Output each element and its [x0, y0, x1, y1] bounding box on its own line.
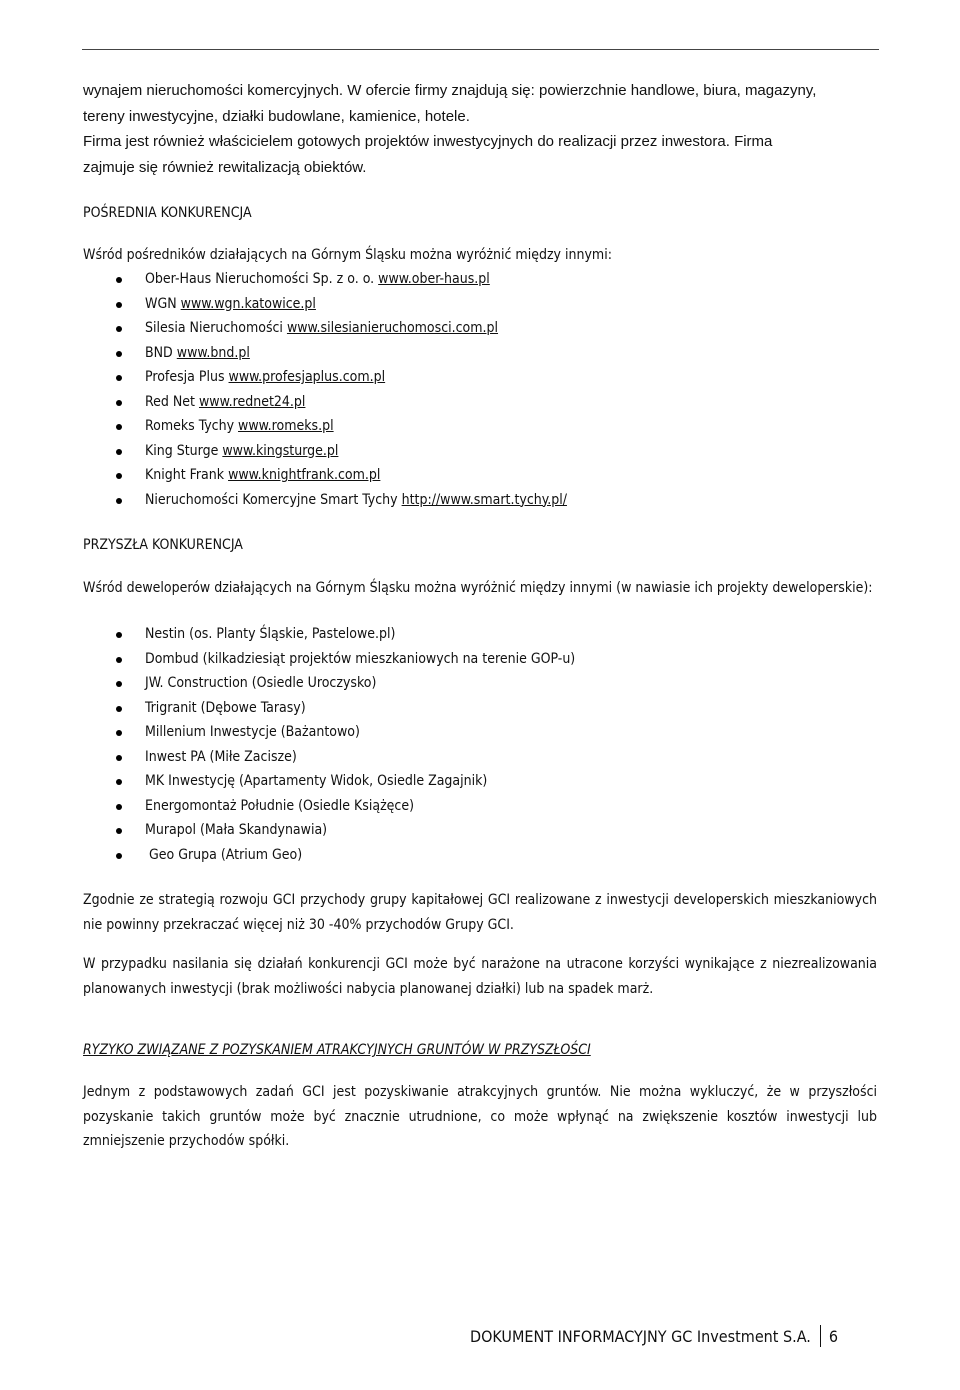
company-name: Ober-Haus Nieruchomości Sp. z o. o.: [145, 271, 375, 287]
developer-name: Murapol (Mała Skandynawia): [145, 822, 328, 838]
company-name: Knight Frank: [145, 467, 225, 483]
company-website-link[interactable]: http://www.smart.tychy.pl/: [401, 491, 567, 508]
competition-risk-paragraph: W przypadku nasilania się działań konkurencji GCI może być narażone na utracone korzyści wynikające z niezrealizowania planowanych inwestycji (brak możliwości nabycia planowanej działki) lub na spadek marż.: [83, 956, 877, 997]
company-name: Romeks Tychy: [145, 418, 235, 434]
intermediaries-list: [83, 267, 877, 512]
bullet-icon: [116, 498, 122, 504]
section-lead: Wśród deweloperów działających na Górnym Śląsku można wyróżnić między innymi (w nawiasie ich projekty deweloperskie):: [83, 580, 873, 596]
list-item: [83, 316, 877, 341]
intro-line: zajmuje się również rewitalizacją obiektów.: [83, 158, 367, 176]
developer-name: Dombud (kilkadziesiąt projektów mieszkaniowych na terenie GOP-u): [145, 650, 576, 667]
company-website-link[interactable]: www.bnd.pl: [176, 344, 250, 361]
intro-line: Firma jest również właścicielem gotowych projektów inwestycyjnych do realizacji przez inwestora. Firma: [83, 133, 773, 150]
list-item: [83, 647, 877, 672]
page-footer: [470, 1325, 838, 1349]
list-item: [83, 720, 877, 745]
company-website-link[interactable]: www.wgn.katowice.pl: [180, 295, 316, 312]
company-website-link[interactable]: www.rednet24.pl: [198, 393, 306, 410]
list-item: [83, 463, 877, 488]
list-item: [83, 439, 877, 464]
intro-line: tereny inwestycyjne, działki budowlane, kamienice, hotele.: [83, 107, 470, 125]
company-website-link[interactable]: www.kingsturge.pl: [222, 442, 339, 459]
company-name: King Sturge: [145, 442, 219, 459]
bullet-icon: [116, 326, 122, 332]
company-website-link[interactable]: www.knightfrank.com.pl: [228, 467, 381, 483]
company-name: BND: [145, 344, 173, 361]
intro-paragraph: [83, 78, 877, 180]
company-website-link[interactable]: www.profesjaplus.com.pl: [228, 369, 386, 385]
section-heading-intermediary-competition: POŚREDNIA KONKURENCJA: [83, 205, 252, 221]
company-website-link[interactable]: www.silesianieruchomosci.com.pl: [286, 320, 499, 336]
developer-name: MK Inwestycję (Apartamenty Widok, Osiedle Zagajnik): [145, 773, 488, 789]
footer-separator: [820, 1325, 821, 1347]
footer-title: DOKUMENT INFORMACYJNY GC Investment S.A.: [470, 1327, 811, 1346]
bullet-icon: [116, 302, 122, 308]
company-website-link[interactable]: www.ober-haus.pl: [378, 271, 490, 287]
company-name: Nieruchomości Komercyjne Smart Tychy: [145, 491, 398, 508]
company-website-link[interactable]: www.romeks.pl: [238, 418, 334, 434]
bullet-icon: [116, 706, 122, 712]
company-name: Red Net: [145, 393, 195, 410]
bullet-icon: [116, 632, 122, 638]
bullet-icon: [116, 351, 122, 357]
section-heading-future-competition: PRZYSZŁA KONKURENCJA: [83, 537, 243, 553]
developer-name: Millenium Inwestycje (Bażantowo): [145, 724, 360, 740]
list-item: [83, 341, 877, 366]
developer-name: Nestin (os. Planty Śląskie, Pastelowe.pl): [145, 626, 396, 642]
page-number: 6: [828, 1327, 839, 1346]
company-name: Silesia Nieruchomości: [145, 320, 283, 336]
bullet-icon: [116, 730, 122, 736]
list-item: [83, 696, 877, 721]
bullet-icon: [116, 400, 122, 406]
list-item: [83, 267, 877, 292]
bullet-icon: [116, 657, 122, 663]
bullet-icon: [116, 804, 122, 810]
company-name: WGN: [145, 295, 177, 312]
developers-list: [83, 622, 877, 867]
bullet-icon: [116, 755, 122, 761]
developer-name: Inwest PA (Miłe Zacisze): [145, 748, 297, 765]
bullet-icon: [116, 375, 122, 381]
developer-name: Geo Grupa (Atrium Geo): [145, 846, 303, 863]
developer-name: Energomontaż Południe (Osiedle Książęce): [145, 797, 415, 814]
bullet-icon: [116, 424, 122, 430]
bullet-icon: [116, 853, 122, 859]
list-item: [83, 671, 877, 696]
strategy-paragraph: Zgodnie ze strategią rozwoju GCI przychody grupy kapitałowej GCI realizowane z inwestycji developerskich mieszkaniowych nie powinny przekraczać więcej niż 30 -40% przychodów Grupy GCI.: [83, 892, 877, 933]
bullet-icon: [116, 277, 122, 283]
developer-name: JW. Construction (Osiedle Uroczysko): [145, 675, 377, 691]
section-lead: Wśród pośredników działających na Górnym Śląsku można wyróżnić między innymi:: [83, 247, 612, 263]
list-item: [83, 390, 877, 415]
list-item: [83, 794, 877, 819]
bullet-icon: [116, 779, 122, 785]
list-item: [83, 292, 877, 317]
list-item: [83, 843, 877, 868]
header-rule: [82, 49, 879, 50]
list-item: [83, 365, 877, 390]
list-item: [83, 769, 877, 794]
bullet-icon: [116, 828, 122, 834]
list-item: [83, 488, 877, 513]
list-item: [83, 745, 877, 770]
bullet-icon: [116, 449, 122, 455]
list-item: [83, 414, 877, 439]
bullet-icon: [116, 681, 122, 687]
bullet-icon: [116, 473, 122, 479]
list-item: [83, 818, 877, 843]
section-heading-land-risk: RYZYKO ZWIĄZANE Z POZYSKANIEM ATRAKCYJNYCH GRUNTÓW W PRZYSZŁOŚCI: [83, 1042, 591, 1058]
intro-line: wynajem nieruchomości komercyjnych. W ofercie firmy znajdują się: powierzchnie handlowe, biura, magazyny,: [83, 82, 817, 99]
land-risk-paragraph: Jednym z podstawowych zadań GCI jest pozyskiwanie atrakcyjnych gruntów. Nie można wykluczyć, że w przyszłości pozyskanie takich gruntów może być znacznie utrudnione, co może wpłynąć na zwiększenie kosztów inwestycji lub zmniejszenie przychodów spółki.: [83, 1084, 877, 1149]
company-name: Profesja Plus: [145, 369, 225, 385]
list-item: [83, 622, 877, 647]
developer-name: Trigranit (Dębowe Tarasy): [145, 699, 306, 716]
